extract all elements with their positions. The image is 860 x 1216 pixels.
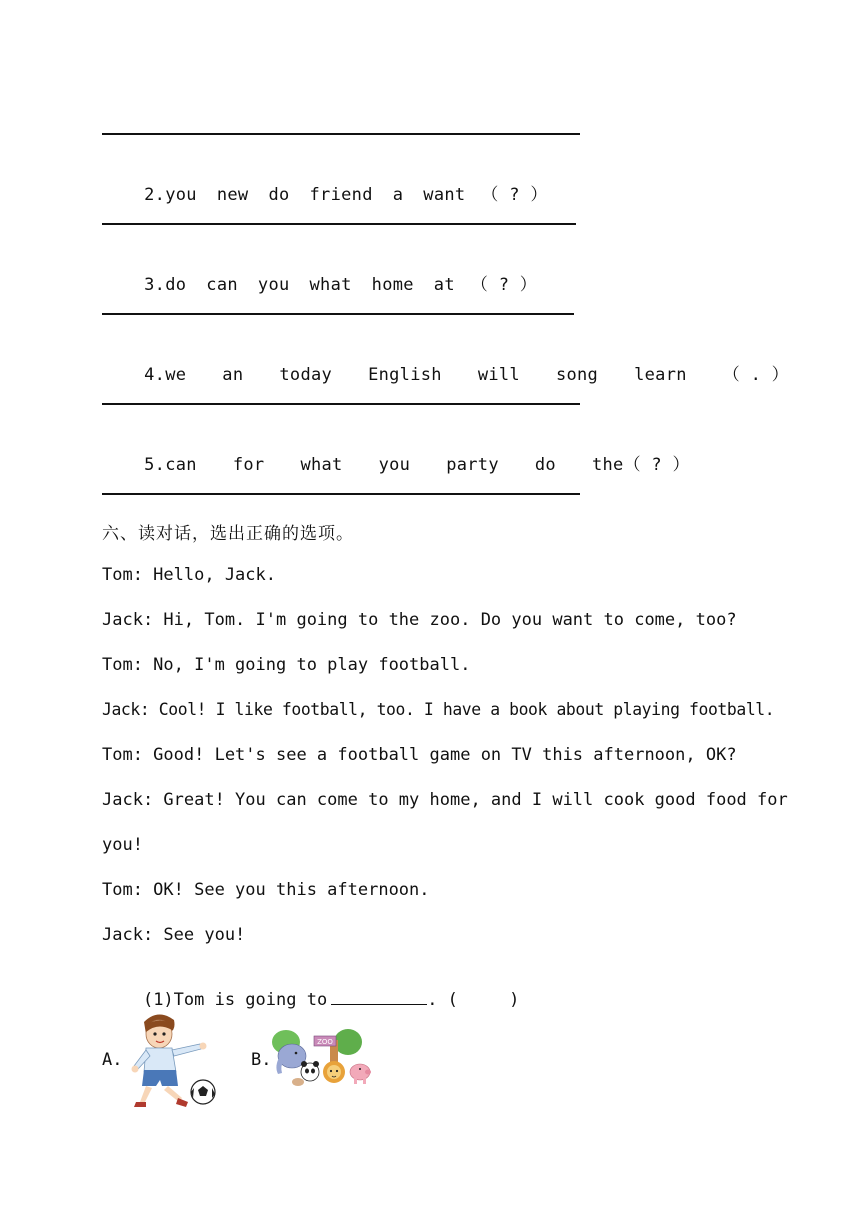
word: what: [309, 275, 352, 295]
zoo-animals-icon[interactable]: [270, 1026, 378, 1090]
dialogue-line: Tom: OK! See you this afternoon.: [102, 880, 430, 900]
word: do: [534, 455, 556, 475]
question-2: [102, 160, 548, 225]
dialogue-line: Tom: Hello, Jack.: [102, 565, 276, 585]
option-b-label: B.: [251, 1050, 272, 1070]
answer-line-3: [102, 313, 574, 315]
question-number: 4.: [144, 365, 166, 385]
zoo-sign-text: ZOO: [317, 1038, 333, 1046]
answer-line-4: [102, 403, 580, 405]
punctuation-hint: （ ? ）: [481, 185, 548, 205]
word: want: [423, 185, 466, 205]
question-4: [102, 340, 789, 405]
word: learn: [634, 365, 687, 385]
punctuation-hint: （ . ）: [722, 365, 789, 385]
boy-playing-football-icon[interactable]: [124, 1010, 220, 1110]
dialogue-line: you!: [102, 835, 143, 855]
word: will: [477, 365, 520, 385]
word: song: [555, 365, 599, 385]
question-number: 3.: [144, 275, 166, 295]
question-3: [102, 250, 537, 315]
answer-line-5: [102, 493, 580, 495]
word: we: [165, 365, 187, 385]
word: do: [165, 275, 187, 295]
question-suffix: . ( ): [427, 990, 520, 1010]
word: you: [165, 185, 197, 205]
punctuation-hint: （ ? ）: [470, 275, 538, 295]
word: English: [368, 365, 442, 385]
dialogue-line: Jack: See you!: [102, 925, 246, 945]
answer-line-1: [102, 133, 580, 135]
word: can: [165, 455, 197, 475]
question-prefix: (1)Tom is going to: [142, 990, 328, 1010]
dialogue-line: Jack: Great! You can come to my home, and I will cook good food for: [102, 790, 788, 810]
answer-line-2: [102, 223, 576, 225]
word: home: [371, 275, 414, 295]
word: you: [378, 455, 411, 475]
dialogue-line: Jack: Cool! I like football, too. I have a book about playing football.: [102, 700, 775, 719]
word: party: [446, 455, 499, 475]
word: do: [268, 185, 290, 205]
option-a-label: A.: [102, 1050, 123, 1070]
word: friend: [309, 185, 373, 205]
question-number: 5.: [144, 455, 166, 475]
word: a: [392, 185, 404, 205]
word: an: [222, 365, 244, 385]
dialogue-line: Tom: Good! Let's see a football game on TV this afternoon, OK?: [102, 745, 737, 765]
word: for: [232, 455, 265, 475]
answer-blank[interactable]: [331, 990, 427, 1005]
word: new: [216, 185, 249, 205]
word: the: [591, 455, 624, 475]
word: you: [257, 275, 290, 295]
word: can: [206, 275, 238, 295]
section-title: 六、读对话，选出正确的选项。: [102, 524, 354, 544]
word: at: [433, 275, 455, 295]
word: what: [300, 455, 343, 475]
dialogue-line: Tom: No, I'm going to play football.: [102, 655, 471, 675]
question-5: [102, 430, 690, 495]
word: today: [279, 365, 333, 385]
punctuation-hint: （ ? ）: [623, 455, 690, 475]
dialogue-line: Jack: Hi, Tom. I'm going to the zoo. Do you want to come, too?: [102, 610, 737, 630]
question-number: 2.: [144, 185, 166, 205]
